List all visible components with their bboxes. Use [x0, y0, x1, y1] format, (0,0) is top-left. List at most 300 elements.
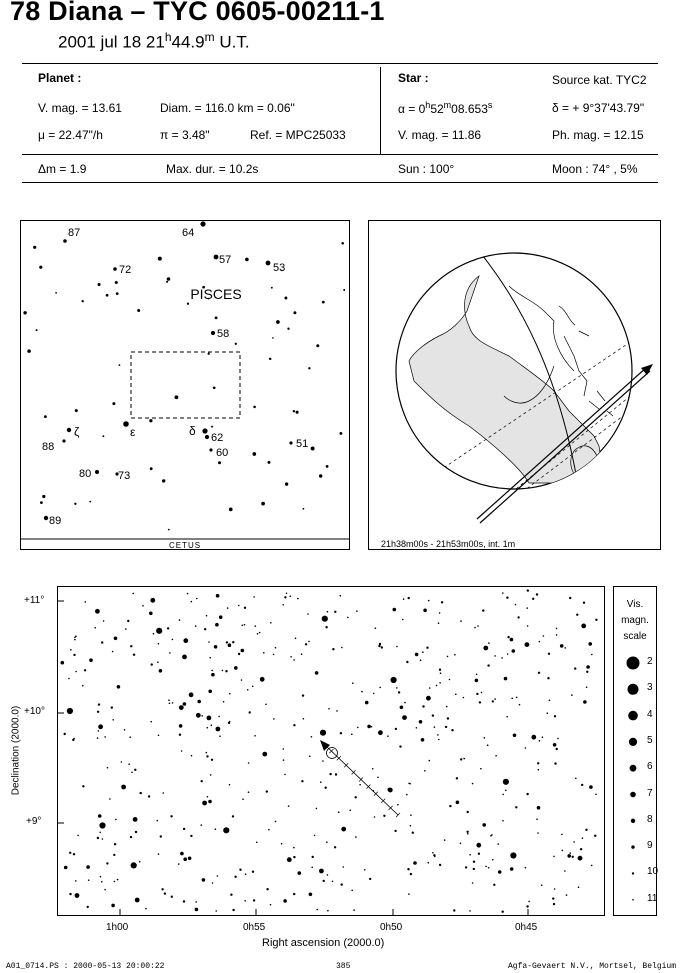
field-star — [400, 706, 404, 710]
scale-title-2: magn. — [621, 615, 649, 626]
field-star — [476, 693, 478, 695]
field-star — [256, 842, 258, 844]
field-star — [516, 697, 518, 699]
field-star — [410, 825, 412, 827]
field-star — [183, 857, 187, 861]
field-star — [130, 836, 132, 838]
field-star — [537, 806, 541, 810]
field-star — [586, 686, 588, 688]
finder-star — [287, 328, 289, 330]
field-star — [480, 768, 482, 770]
field-star — [526, 793, 528, 795]
field-star — [402, 619, 404, 621]
scale-title-1: Vis. — [626, 599, 644, 610]
field-star — [293, 659, 295, 661]
field-star — [140, 792, 142, 794]
field-star — [241, 625, 243, 627]
field-star — [284, 596, 286, 598]
field-star — [283, 748, 285, 750]
finder-star — [311, 447, 315, 451]
field-star — [429, 760, 431, 762]
delta-mag: Δm = 1.9 — [38, 162, 87, 176]
star-label-72: 72 — [119, 264, 132, 276]
field-star — [133, 817, 138, 822]
finder-star — [98, 283, 101, 286]
field-star — [103, 620, 105, 622]
field-star — [539, 641, 541, 643]
star-vmag: V. mag. = 11.86 — [398, 128, 482, 142]
field-star — [97, 711, 99, 713]
finder-star — [296, 411, 299, 414]
field-star — [150, 598, 155, 603]
field-star — [578, 856, 583, 861]
planet-heading: Planet : — [38, 71, 82, 85]
field-star — [223, 827, 229, 833]
field-star — [445, 726, 447, 728]
star-label-epsilon: ε — [130, 425, 136, 439]
field-star — [293, 893, 295, 895]
field-star — [305, 643, 307, 645]
field-star — [163, 792, 165, 794]
field-star — [367, 725, 371, 729]
field-star — [332, 648, 334, 650]
field-star — [64, 733, 66, 735]
field-star — [560, 644, 564, 648]
field-star — [556, 748, 558, 750]
field-star — [273, 718, 275, 720]
field-star — [482, 823, 486, 827]
field-star — [229, 693, 231, 695]
field-star — [64, 866, 68, 870]
finder-star — [162, 479, 165, 482]
field-star — [234, 876, 236, 878]
field-star — [322, 760, 324, 762]
field-star — [61, 661, 65, 665]
field-star — [244, 900, 246, 902]
field-star — [572, 856, 574, 858]
field-star — [378, 645, 380, 647]
field-star — [112, 651, 114, 653]
field-star — [456, 801, 460, 805]
scale-label: 4 — [647, 708, 653, 720]
field-star — [460, 758, 462, 760]
field-star — [426, 696, 431, 701]
moon-info: Moon : 74° , 5% — [552, 162, 638, 176]
field-star — [586, 671, 588, 673]
field-star — [190, 835, 192, 837]
field-star — [172, 702, 174, 704]
finder-star — [36, 329, 38, 331]
field-star — [315, 671, 319, 675]
star-label-60: 60 — [216, 447, 229, 459]
field-star — [149, 612, 153, 616]
field-star — [287, 857, 292, 862]
field-star — [359, 784, 361, 786]
field-star — [189, 692, 194, 697]
field-star — [112, 719, 114, 721]
field-star — [86, 865, 90, 869]
field-star — [402, 715, 407, 720]
field-star — [365, 701, 369, 705]
field-star — [588, 642, 592, 646]
field-star — [68, 678, 70, 680]
field-star — [473, 861, 475, 863]
field-star — [234, 666, 238, 670]
finder-star — [158, 257, 162, 261]
field-star — [133, 654, 135, 656]
field-star — [465, 866, 467, 868]
field-star — [326, 841, 328, 843]
field-star — [488, 642, 490, 644]
field-star — [564, 647, 566, 649]
field-star — [503, 779, 509, 785]
field-star — [179, 724, 183, 728]
field-star — [225, 670, 227, 672]
field-star — [538, 769, 540, 771]
field-star — [466, 831, 468, 833]
field-star — [117, 685, 121, 689]
finder-named-star — [62, 439, 65, 442]
field-star — [420, 659, 422, 661]
field-star — [473, 868, 475, 870]
star-label-64: 64 — [182, 227, 195, 239]
field-star — [111, 706, 113, 708]
planet-diameter: Diam. = 116.0 km = 0.06" — [160, 101, 295, 115]
finder-star — [187, 303, 189, 305]
field-star — [216, 727, 221, 732]
finder-star — [149, 419, 152, 422]
finder-star — [23, 311, 26, 314]
field-star — [325, 787, 327, 789]
field-star — [215, 828, 217, 830]
finder-star — [40, 501, 43, 504]
field-star — [252, 686, 254, 688]
field-star — [139, 861, 141, 863]
field-star — [548, 653, 550, 655]
field-star — [260, 677, 265, 682]
finder-star — [293, 410, 295, 412]
field-star — [253, 899, 255, 901]
field-star — [474, 627, 476, 629]
scale-dot — [632, 872, 634, 874]
field-star — [447, 717, 449, 719]
field-star — [403, 598, 405, 600]
field-star — [501, 657, 503, 659]
field-star — [70, 649, 72, 651]
field-star — [406, 794, 408, 796]
scale-dot — [632, 899, 634, 901]
xtick-label-0h50: 0h50 — [380, 922, 403, 933]
field-star — [211, 724, 213, 726]
field-star — [247, 689, 249, 691]
field-star — [343, 866, 345, 868]
field-star — [320, 730, 326, 736]
field-star — [241, 649, 245, 653]
field-star — [340, 732, 342, 734]
field-star — [371, 726, 373, 728]
field-star — [423, 609, 427, 613]
field-star — [463, 758, 465, 760]
field-star — [502, 794, 504, 796]
field-star — [526, 607, 528, 609]
field-star — [161, 888, 163, 890]
star-label-89: 89 — [49, 515, 62, 527]
field-star — [492, 700, 494, 702]
field-star — [494, 698, 496, 700]
field-star — [429, 687, 431, 689]
field-star — [440, 672, 442, 674]
field-star — [412, 832, 414, 834]
field-star — [151, 663, 153, 665]
field-star — [171, 896, 173, 898]
field-star — [517, 616, 519, 618]
field-star — [353, 909, 355, 911]
field-star — [332, 881, 334, 883]
finder-star — [284, 297, 287, 300]
finder-stars — [23, 221, 345, 530]
star-source: Source kat. TYC2 — [552, 73, 647, 87]
ytick-label-10: +10° — [24, 706, 45, 717]
planet-parallax: π = 3.48" — [160, 128, 210, 142]
field-star — [327, 874, 329, 876]
field-star — [215, 623, 219, 627]
field-star — [399, 745, 401, 747]
finder-named-star — [289, 441, 292, 444]
field-star — [164, 892, 166, 894]
field-star — [259, 632, 261, 634]
field-star — [281, 843, 283, 845]
finder-named-star — [211, 331, 215, 335]
field-star — [536, 593, 538, 595]
field-star — [383, 815, 385, 817]
finder-named-star — [123, 421, 129, 427]
scale-label: 2 — [647, 656, 653, 667]
field-star — [196, 598, 198, 600]
field-star — [569, 597, 571, 599]
field-star — [428, 600, 430, 602]
field-star — [513, 734, 517, 738]
table-bottom-rule — [22, 182, 658, 183]
field-star — [475, 679, 479, 683]
field-star — [124, 729, 126, 731]
field-star — [325, 626, 327, 628]
finder-star — [293, 311, 296, 314]
field-star — [591, 654, 593, 656]
field-star — [187, 593, 189, 595]
x-axis-title: Right ascension (2000.0) — [262, 937, 385, 949]
field-star — [561, 834, 563, 836]
finder-named-star — [200, 221, 205, 226]
field-star — [229, 784, 231, 786]
field-star — [214, 645, 218, 649]
field-star — [525, 747, 527, 749]
finder-star — [316, 344, 319, 347]
finder-star — [174, 395, 178, 399]
field-star — [159, 669, 163, 673]
field-star — [293, 724, 295, 726]
field-star — [262, 752, 267, 757]
finder-star — [303, 508, 305, 510]
field-star — [311, 736, 313, 738]
scale-label: 10 — [647, 866, 659, 878]
field-star — [98, 703, 100, 705]
field-star — [439, 612, 441, 614]
field-star — [408, 597, 410, 599]
field-star — [73, 654, 75, 656]
field-star — [355, 796, 357, 798]
finder-star — [208, 353, 210, 355]
xtick-label-0h55: 0h55 — [243, 922, 266, 933]
sun-elongation: Sun : 100° — [398, 162, 455, 176]
field-star — [328, 708, 330, 710]
field-star — [595, 619, 597, 621]
field-star — [460, 620, 462, 622]
field-star — [283, 899, 287, 903]
finder-named-star — [63, 239, 67, 243]
field-star — [407, 868, 409, 870]
field-star — [88, 879, 90, 881]
scale-label: 9 — [647, 840, 653, 852]
field-star — [436, 685, 438, 687]
finder-named-star — [113, 267, 117, 271]
field-star — [515, 604, 517, 606]
field-star — [364, 869, 366, 871]
field-star — [288, 805, 290, 807]
field-star — [244, 624, 246, 626]
finder-star — [245, 258, 249, 262]
field-star — [327, 611, 329, 613]
finder-star — [252, 452, 256, 456]
finder-star — [268, 461, 271, 464]
field-star — [340, 595, 342, 597]
field-star — [369, 878, 371, 880]
star-label-delta: δ — [189, 424, 196, 438]
scale-label: 7 — [647, 787, 653, 799]
field-star — [536, 818, 538, 820]
field-star — [361, 691, 363, 693]
field-star — [206, 752, 208, 754]
target-star-circle — [327, 748, 338, 759]
field-star — [595, 794, 597, 796]
star-heading: Star : — [398, 71, 429, 85]
event-datetime: 2001 jul 18 21$^h$44.9$^m$ U.T. — [58, 30, 250, 52]
field-star — [504, 677, 508, 681]
field-star — [127, 620, 129, 622]
field-star — [282, 604, 284, 606]
finder-star — [341, 242, 344, 245]
finder-star — [167, 277, 171, 281]
scale-dot — [631, 845, 634, 848]
field-star — [527, 625, 529, 627]
field-star — [502, 820, 504, 822]
finder-star — [44, 415, 47, 418]
star-chart-svg — [58, 587, 604, 915]
finder-named-star — [44, 516, 48, 520]
field-star — [168, 699, 170, 701]
scale-dot — [630, 765, 637, 772]
field-star — [181, 750, 183, 752]
field-star — [169, 652, 171, 654]
field-star — [150, 721, 152, 723]
field-star — [135, 831, 137, 833]
field-star — [69, 893, 71, 895]
field-star — [439, 669, 441, 671]
field-star — [121, 785, 126, 790]
footer-file: A01_0714.PS : 2000-05-13 20:00:22 — [6, 962, 165, 971]
field-star — [195, 625, 197, 627]
field-star — [413, 861, 417, 865]
field-star — [232, 909, 234, 911]
finder-star — [326, 465, 329, 468]
field-star — [75, 893, 80, 898]
finder-star — [261, 502, 265, 506]
field-star — [323, 880, 325, 882]
field-star — [77, 835, 79, 837]
field-star — [404, 702, 406, 704]
field-star — [209, 657, 211, 659]
chart-field-rect — [131, 352, 240, 418]
field-star — [341, 883, 343, 885]
finder-star — [276, 320, 280, 324]
field-star — [578, 886, 580, 888]
field-star — [283, 759, 285, 761]
field-star — [497, 843, 499, 845]
field-star — [89, 658, 93, 662]
field-star — [84, 669, 86, 671]
field-star — [97, 737, 99, 739]
field-star — [495, 755, 497, 757]
field-star — [311, 867, 313, 869]
field-star — [341, 647, 343, 649]
scale-title-3: scale — [623, 631, 647, 642]
star-label-88: 88 — [42, 441, 55, 453]
field-star — [488, 867, 490, 869]
field-star — [467, 811, 469, 813]
field-star — [301, 780, 303, 782]
field-star — [469, 854, 471, 856]
field-star — [510, 867, 514, 871]
field-star — [322, 616, 328, 622]
field-star — [455, 694, 457, 696]
field-star — [104, 889, 106, 891]
field-star — [208, 690, 212, 694]
field-star — [222, 670, 224, 672]
field-star — [583, 700, 587, 704]
table-divider — [380, 67, 381, 154]
field-star — [428, 862, 430, 864]
field-star — [421, 738, 425, 742]
field-star — [249, 711, 251, 713]
field-star — [212, 882, 214, 884]
field-star — [295, 638, 297, 640]
field-star — [244, 607, 246, 609]
finder-star — [116, 292, 119, 295]
globe-svg — [369, 221, 660, 549]
field-star — [268, 829, 270, 831]
field-star — [586, 665, 590, 669]
finder-named-star — [214, 255, 219, 260]
finder-star — [33, 246, 36, 249]
asteroid-path — [324, 744, 398, 815]
finder-star — [168, 529, 170, 531]
field-star — [582, 837, 584, 839]
field-star — [265, 704, 267, 706]
field-star — [211, 759, 213, 761]
field-star — [373, 693, 375, 695]
field-star — [158, 735, 160, 737]
field-star — [569, 852, 571, 854]
field-star — [101, 881, 103, 883]
